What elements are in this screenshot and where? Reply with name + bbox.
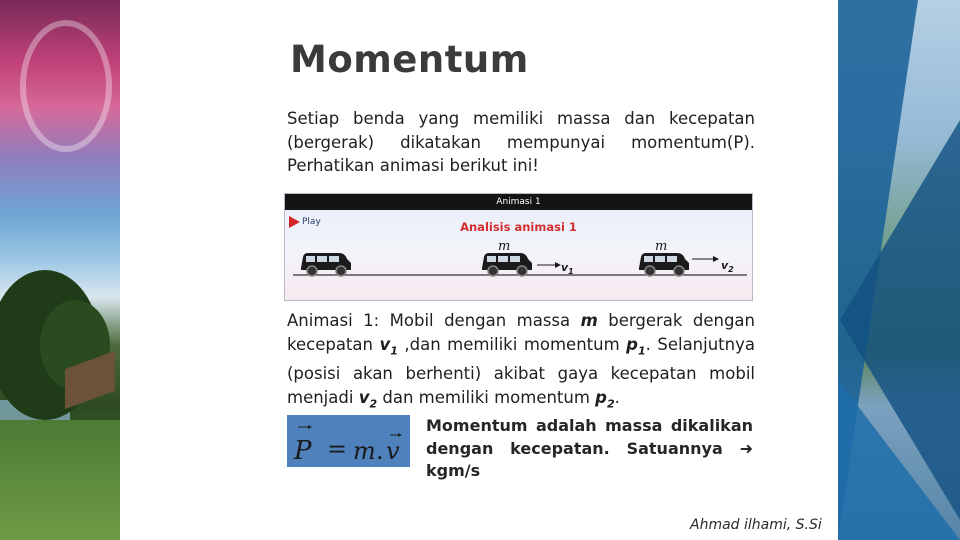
velocity-subscript: 2 <box>369 397 378 411</box>
animation-panel <box>284 193 753 301</box>
momentum-subscript: 2 <box>606 397 615 411</box>
desc-part: . <box>614 387 620 407</box>
light-swirl <box>20 20 112 152</box>
desc-part: . Selanjutnya (posisi akan berhenti) akibat gaya kecepatan mobil menjadi <box>287 334 755 407</box>
desc-part: ,dan memiliki momentum <box>397 334 627 354</box>
velocity-letter: v <box>379 334 391 354</box>
formula-m: m <box>353 437 376 465</box>
velocity-symbol: v <box>561 261 569 274</box>
formula-box <box>287 415 410 467</box>
unit-text: kgm/s <box>426 461 481 480</box>
right-arrow-icon: ➜ <box>739 438 753 458</box>
arrowhead-icon <box>713 256 719 262</box>
formula-dot: . <box>376 437 384 465</box>
car-icon <box>301 253 351 276</box>
momentum-subscript: 1 <box>637 343 646 357</box>
momentum-symbol <box>595 387 615 411</box>
left-background-photo <box>0 0 120 540</box>
desc-part: bergerak dengan kecepatan <box>287 311 755 354</box>
velocity-subscript: 1 <box>568 267 574 276</box>
velocity-symbol: v <box>721 259 729 272</box>
definition-text: Momentum adalah massa dikalikan dengan kecepatan. Satuannya <box>426 416 753 458</box>
car-icon <box>639 253 689 276</box>
momentum-definition <box>426 415 753 483</box>
grass-ground <box>0 420 120 540</box>
animation-title: Analisis animasi 1 <box>460 220 577 234</box>
momentum-formula <box>287 415 410 467</box>
desc-part: Animasi 1: Mobil dengan massa <box>287 311 581 330</box>
mass-symbol: m <box>580 311 598 330</box>
description-paragraph <box>287 309 755 416</box>
velocity-letter: v <box>358 387 370 407</box>
formula-v: v <box>386 437 400 465</box>
mass-label: m <box>655 239 668 254</box>
momentum-letter: p <box>595 387 607 407</box>
velocity-symbol <box>379 334 398 357</box>
velocity-label <box>721 259 734 274</box>
animation-scene <box>285 194 752 300</box>
right-decorative-strip <box>838 0 960 540</box>
formula-equals: = <box>327 435 348 463</box>
velocity-subscript: 2 <box>728 265 734 274</box>
velocity-label <box>561 261 574 276</box>
desc-part: dan memiliki momentum <box>377 387 596 407</box>
momentum-letter: p <box>626 334 638 354</box>
arrowhead-icon <box>308 425 312 429</box>
intro-paragraph: Setiap benda yang memiliki massa dan kecepatan (bergerak) dikatakan mempunyai momentum(P). Perhatikan animasi berikut ini! <box>287 109 755 175</box>
mass-label: m <box>498 239 511 254</box>
blue-triangle-shape <box>838 380 960 540</box>
velocity-subscript: 1 <box>390 343 398 357</box>
slide-title: Momentum <box>290 38 529 81</box>
play-label: Play <box>302 217 321 227</box>
animation-header: Animasi 1 <box>285 194 752 210</box>
momentum-symbol <box>626 334 646 357</box>
velocity-symbol <box>358 387 378 411</box>
author-credit: Ahmad ilhami, S.Si <box>690 517 822 533</box>
formula-p: P <box>294 436 312 466</box>
car-icon <box>482 253 532 276</box>
